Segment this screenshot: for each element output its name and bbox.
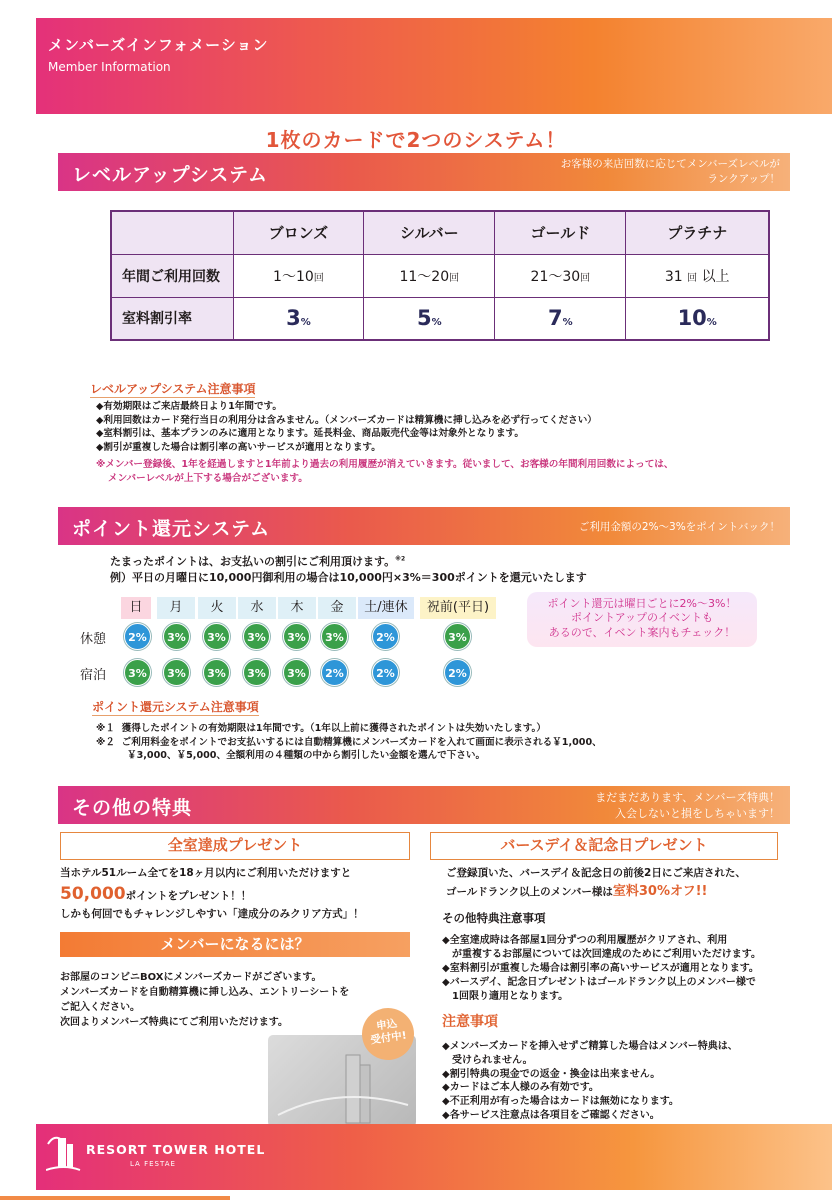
level-table	[110, 210, 770, 341]
complete-present-text: 当ホテル51ルーム全てを18ヶ月以内にご利用いただけますと 50,000ポイントをプレゼント！！ しかも何回でもチャレンジしやすい「達成分のみクリア方式」！	[60, 867, 364, 921]
day-sat: 土/連休	[358, 597, 414, 619]
usage-cell: 11〜20回	[364, 254, 495, 297]
bottom-strip	[0, 1196, 230, 1200]
day-thu: 木	[278, 597, 316, 619]
benefits-note: まだまだあります、メンバーズ特典！ 入会しないと損をしちゃいます！	[595, 791, 780, 820]
header-subtitle: Member Information	[48, 60, 171, 74]
stay-rate-fri: 2%	[321, 659, 348, 686]
level-gold: ゴールド	[495, 211, 626, 254]
levelup-notes-title: レベルアップシステム注意事項	[90, 382, 256, 396]
rest-rate-fri: 3%	[321, 623, 348, 650]
birthday-present-title: バースデイ＆記念日プレゼント	[430, 832, 778, 860]
discount-label: 室料割引率	[111, 297, 233, 340]
stay-rate-sat: 2%	[372, 659, 399, 686]
caution-list: ◆メンバーズカードを挿入せずご精算した場合はメンバー特典は、 受けられません。 ◆割引特典の現金での返金・換金は出来ません。 ◆カードはご本人様のみ有効です。 ◆不正利用が有った場合はカードは無効になります。 ◆各サービス注意点は各項目をご確認ください。	[442, 1041, 738, 1121]
usage-cell: 1〜10回	[233, 254, 364, 297]
discount-cell: 7%	[495, 297, 626, 340]
main-title: 1枚のカードで2つのシステム！	[265, 128, 567, 152]
other-notes-title: その他特典注意事項	[442, 911, 546, 925]
rest-rate-wed: 3%	[243, 623, 270, 650]
rest-label: 休憩	[80, 632, 107, 647]
level-platinum: プラチナ	[626, 211, 769, 254]
day-fri: 金	[318, 597, 356, 619]
usage-cell: 31 回 以上	[626, 254, 769, 297]
level-bronze: ブロンズ	[233, 211, 364, 254]
day-mon: 月	[157, 597, 195, 619]
complete-present-title: 全室達成プレゼント	[60, 832, 410, 860]
discount-cell: 3%	[233, 297, 364, 340]
day-holiday-eve: 祝前(平日)	[420, 597, 496, 619]
levelup-title: レベルアップシステム	[72, 164, 269, 186]
points-event-bubble: ポイント還元は曜日ごとに2%〜3%！ ポイントアップのイベントも あるので、イベント案内もチェック！	[527, 592, 757, 647]
rest-rate-sat: 2%	[372, 623, 399, 650]
benefits-title: その他の特典	[72, 797, 193, 819]
day-wed: 水	[238, 597, 276, 619]
day-sun: 日	[121, 597, 151, 619]
rest-rate-thu: 3%	[283, 623, 310, 650]
rest-rate-holiday-eve: 3%	[444, 623, 471, 650]
stay-rate-thu: 3%	[283, 659, 310, 686]
rest-rate-sun: 2%	[124, 623, 151, 650]
stay-rate-tue: 3%	[203, 659, 230, 686]
join-text: お部屋のコンビニBOXにメンバーズカードがございます。 メンバーズカードを自動精算機に挿し込み、エントリーシートを ご記入ください。 次回よりメンバーズ特典にてご利用いただけます。	[60, 972, 350, 1028]
stay-label: 宿泊	[80, 668, 107, 683]
join-title: メンバーになるには？	[60, 932, 410, 957]
hotel-tower-logo-icon	[46, 1130, 82, 1174]
stay-rate-mon: 3%	[163, 659, 190, 686]
rest-rate-tue: 3%	[203, 623, 230, 650]
discount-cell: 10%	[626, 297, 769, 340]
stay-rate-sun: 3%	[124, 659, 151, 686]
footer-band	[36, 1124, 832, 1190]
points-notes-title: ポイント還元システム注意事項	[92, 700, 259, 714]
discount-cell: 5%	[364, 297, 495, 340]
points-line1: たまったポイントは、お支払いの割引にご利用頂けます。$^{※2}$	[110, 555, 406, 568]
stay-rate-wed: 3%	[243, 659, 270, 686]
caution-title: 注意事項	[442, 1014, 498, 1030]
level-silver: シルバー	[364, 211, 495, 254]
levelup-warning: ※メンバー登録後、1年を経過しますと1年前より過去の利用履歴が消えていきます。従いまして、お客様の年間利用回数によっては、 メンバーレベルが上下する場合がございます。	[96, 459, 674, 484]
levelup-note: お客様の来店回数に応じてメンバーズレベルが ランクアップ！	[560, 158, 780, 186]
points-line2: 例）平日の月曜日に10,000円御利用の場合は10,000円×3%＝300ポイントを還元いたします	[110, 571, 587, 584]
points-title: ポイント還元システム	[72, 518, 271, 540]
footer-logo: RESORT TOWER HOTEL	[86, 1142, 266, 1157]
rest-rate-mon: 3%	[163, 623, 190, 650]
levelup-notes: ◆有効期限はご来店最終日より1年間です。 ◆利用回数はカード発行当日の利用分は含みません。（メンバーズカードは精算機に挿し込みを必ず行ってください） ◆室料割引は、基本プランのみに適用となります。延長料金、商品販売代金等は対象外となります。 ◆割引が重複した場合は割引率の高いサービスが適用となります。	[96, 401, 597, 453]
other-notes: ◆全室達成時は各部屋1回分ずつの利用履歴がクリアされ、利用 が重複するお部屋については次回達成のためにご利用いただけます。 ◆室料割引が重複した場合は割引率の高いサービスが適用となります。 ◆バースデイ、記念日プレゼントはゴールドランク以上のメンバー様で 1回限り適用となります。	[442, 935, 761, 1002]
footer-sub: LA FESTAE	[130, 1160, 176, 1168]
points-note: ご利用金額の2%〜3%をポイントバック！	[578, 521, 780, 533]
stay-rate-holiday-eve: 2%	[444, 659, 471, 686]
birthday-present-text: ご登録頂いた、バースデイ＆記念日の前後2日にご来店された、 ゴールドランク以上のメンバー様は室料30%オフ!!	[446, 867, 746, 899]
application-badge: 申込 受付中!	[359, 1005, 418, 1064]
points-notes: ※１ 獲得したポイントの有効期限は1年間です。（1年以上前に獲得されたポイントは失効いたします。） ※２ ご利用料金をポイントでお支払いするには自動精算機にメンバーズカードを入れて画面に表示される￥1,000、 ￥3,000、￥5,000、全額利用の４種類の中から割引したい金額を選んで下さい。	[96, 723, 602, 762]
header-title: メンバーズインフォメーション	[48, 36, 269, 54]
day-tue: 火	[198, 597, 236, 619]
usage-cell: 21〜30回	[495, 254, 626, 297]
usage-label: 年間ご利用回数	[111, 254, 233, 297]
